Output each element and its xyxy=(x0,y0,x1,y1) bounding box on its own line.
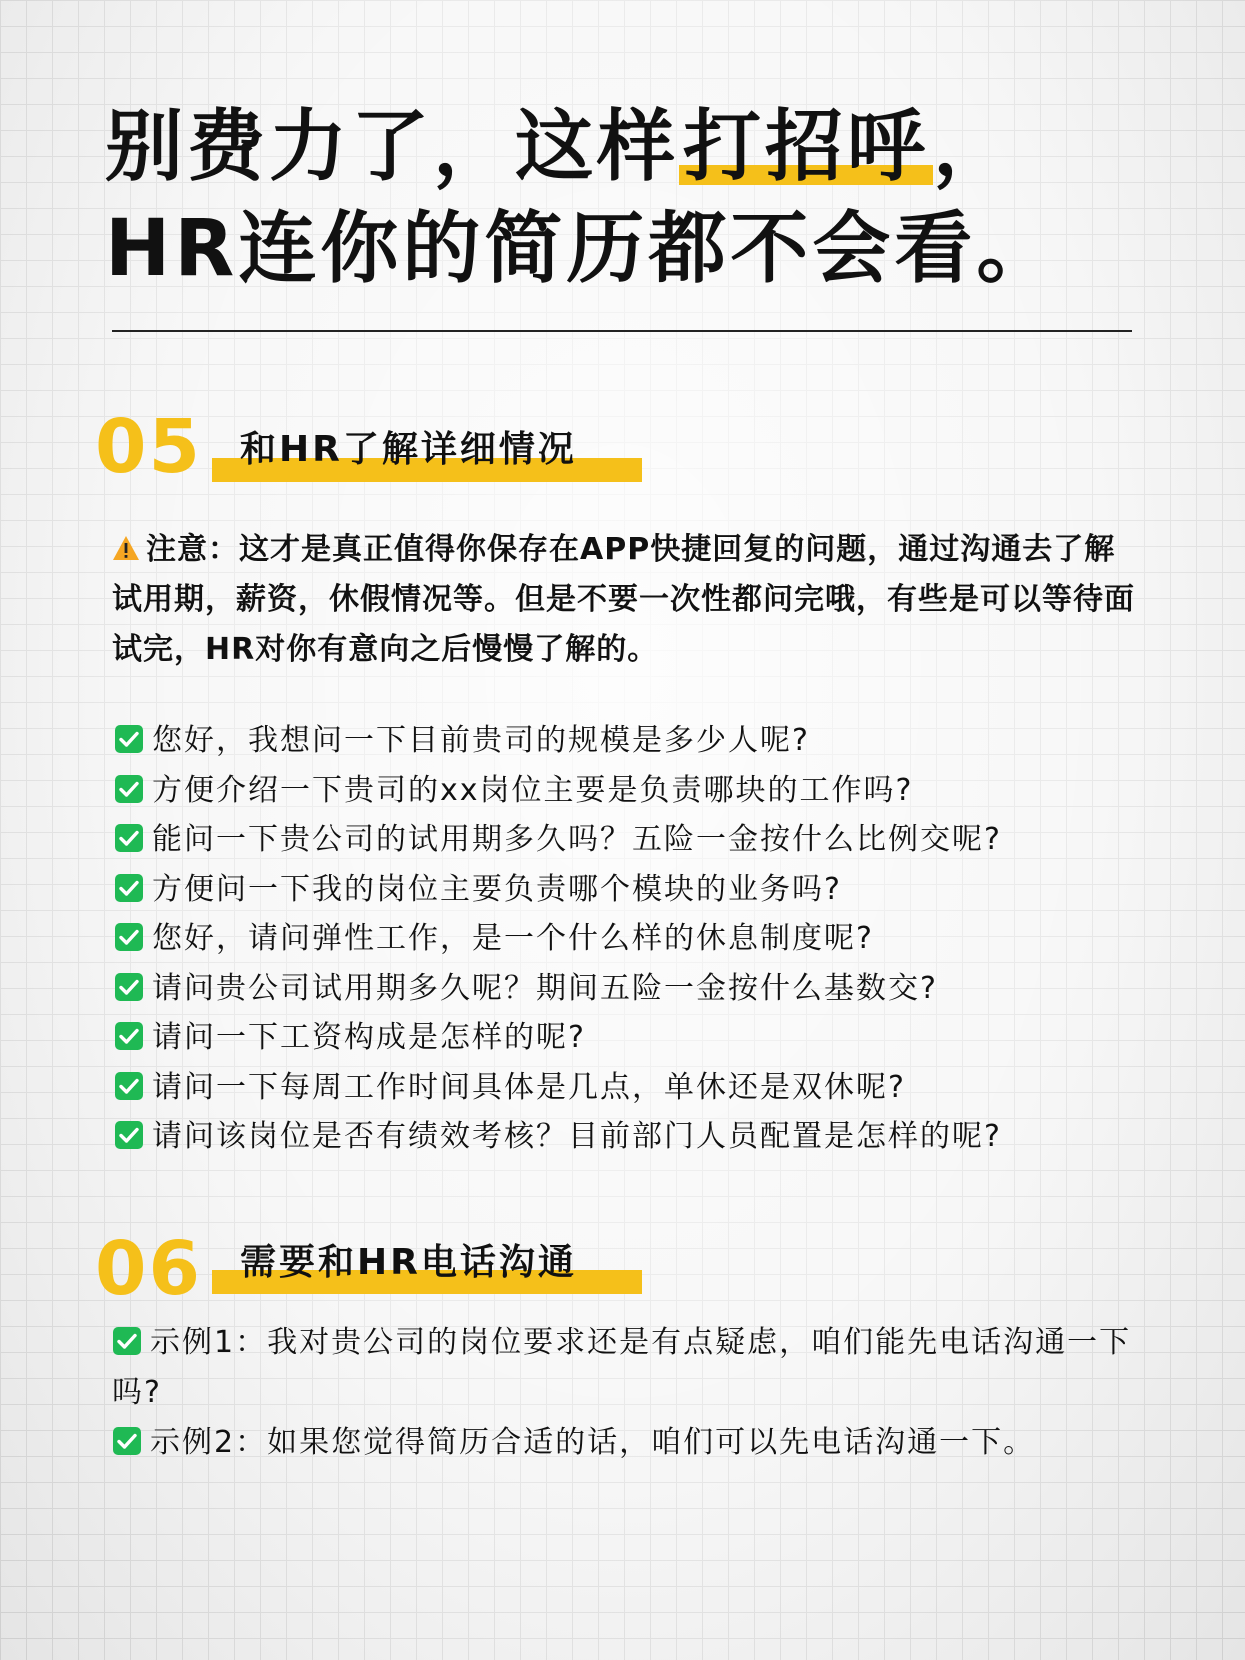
list-item xyxy=(114,1013,1154,1063)
list-item xyxy=(112,1318,1152,1418)
section-number-06: 06 xyxy=(95,1226,202,1312)
list-item xyxy=(114,716,1154,766)
list-item xyxy=(114,914,1154,964)
question-text: 请问一下工资构成是怎样的呢? xyxy=(152,1020,586,1055)
example-text: 示例1：我对贵公司的岗位要求还是有点疑虑，咱们能先电话沟通一下吗? xyxy=(112,1325,1132,1410)
question-text: 请问该岗位是否有绩效考核？目前部门人员配置是怎样的呢? xyxy=(152,1119,1002,1154)
title-highlight: 打招呼 xyxy=(679,102,933,192)
example-list xyxy=(112,1318,1152,1468)
page-title-line-1 xyxy=(105,102,1016,192)
page-title-line-2: HR连你的简历都不会看。 xyxy=(105,204,1059,294)
check-icon xyxy=(112,1326,142,1356)
list-item xyxy=(114,1112,1154,1162)
list-item xyxy=(114,1063,1154,1113)
check-icon xyxy=(114,873,144,903)
example-text: 示例2：如果您觉得简历合适的话，咱们可以先电话沟通一下。 xyxy=(150,1425,1036,1460)
list-item xyxy=(112,1418,1152,1468)
question-text: 请问一下每周工作时间具体是几点，单休还是双休呢? xyxy=(152,1069,906,1105)
check-icon xyxy=(114,972,144,1002)
question-text: 方便问一下我的岗位主要负责哪个模块的业务吗? xyxy=(152,871,842,907)
question-text: 您好，请问弹性工作，是一个什么样的休息制度呢? xyxy=(152,921,874,956)
note-paragraph xyxy=(112,525,1142,675)
title-part-2: ， xyxy=(933,102,1016,192)
note-text: 注意：这才是真正值得你保存在APP快捷回复的问题，通过沟通去了解试用期，薪资，休假情况等。但是不要一次性都问完哦，有些是可以等待面试完，HR对你有意向之后慢慢了解的。 xyxy=(112,532,1135,667)
check-icon xyxy=(114,922,144,952)
list-item xyxy=(114,865,1154,915)
check-icon xyxy=(114,823,144,853)
check-icon xyxy=(114,774,144,804)
check-icon xyxy=(114,1021,144,1051)
list-item xyxy=(114,766,1154,816)
check-icon xyxy=(114,1120,144,1150)
check-icon xyxy=(114,724,144,754)
question-text: 方便介绍一下贵司的xx岗位主要是负责哪块的工作吗? xyxy=(152,772,914,808)
check-icon xyxy=(112,1426,142,1456)
section-number-05: 05 xyxy=(95,404,202,490)
list-item xyxy=(114,815,1154,865)
question-text: 能问一下贵公司的试用期多久吗？五险一金按什么比例交呢? xyxy=(152,822,1002,857)
question-list xyxy=(114,716,1154,1162)
list-item xyxy=(114,964,1154,1014)
check-icon xyxy=(114,1071,144,1101)
warning-icon xyxy=(112,534,140,562)
section-heading-05: 和HR了解详细情况 xyxy=(240,429,577,470)
title-part-1: 别费力了，这样 xyxy=(105,102,680,192)
title-divider xyxy=(112,330,1132,332)
question-text: 请问贵公司试用期多久呢？期间五险一金按什么基数交? xyxy=(152,970,938,1006)
section-heading-06: 需要和HR电话沟通 xyxy=(240,1242,577,1283)
question-text: 您好，我想问一下目前贵司的规模是多少人呢? xyxy=(152,723,810,758)
